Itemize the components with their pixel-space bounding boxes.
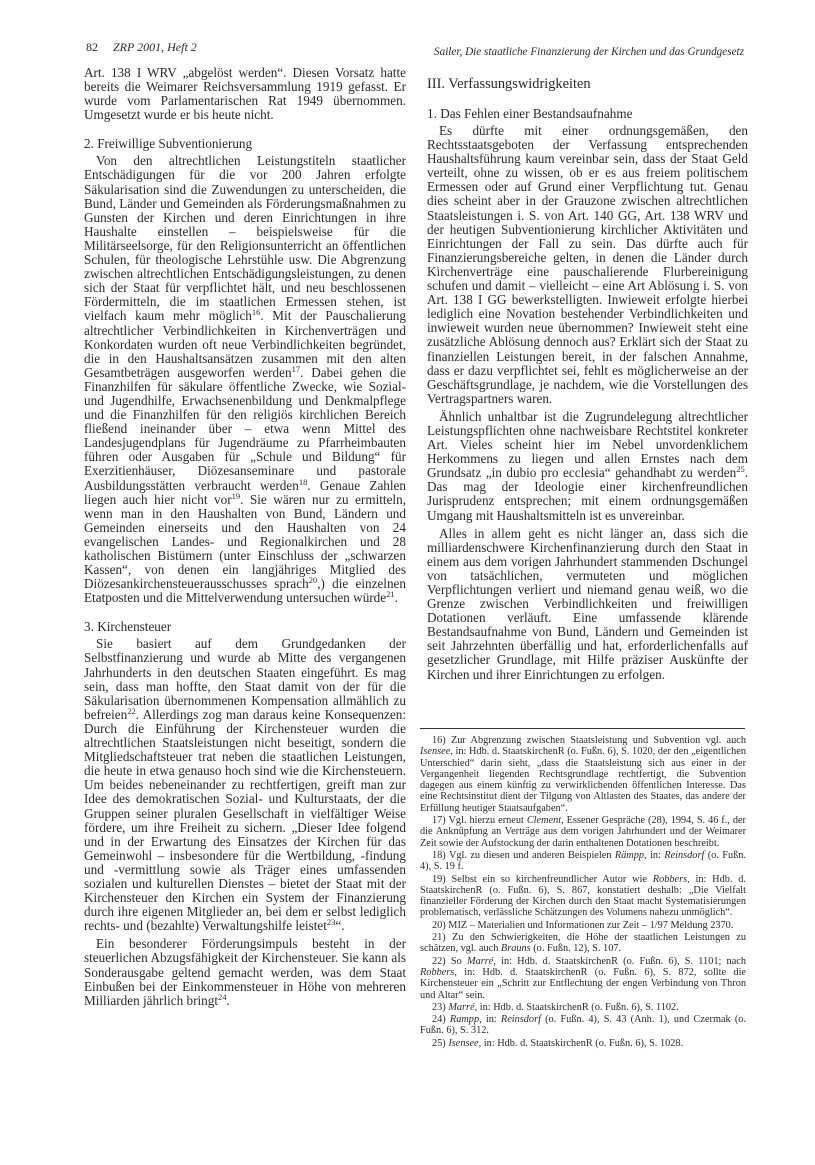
heading-verfassungswidrigkeiten: III. Verfassungswidrigkeiten: [427, 76, 591, 92]
footnote-22: 22) So Marré, in: Hdb. d. StaatskirchenR (o. Fußn. 6), S. 1101; nach Robbers, in: Hdb. d. StaatskirchenR (o. Fußn. 6), S. 872, sollte die Kirchensteuer ein „Schritt zur Entflechtung der engen Verbindung von Thron und Altar“ sein.: [420, 955, 746, 1001]
journal-citation: ZRP 2001, Heft 2: [113, 40, 197, 54]
right-column: [427, 66, 748, 682]
paragraph-bestandsaufnahme-3: Alles in allem geht es nicht länger an, dass sich die milliardenschwere Kirchenfinanzierung durch den Staat in einem aus dem vorigen Jahrhundert stammenden Dschungel von tatsächlichen, vermuteten und möglichen Verpflichtungen verliert und niemand genau weiß, wo die Grenze zwischen Verbindlichkeiten und freiwilligen Dotationen verläuft. Eine umfassende klärende Bestandsaufnahme von Bund, Ländern und Gemeinden ist seit Jahrzehnten überfällig und hat, erforderlichenfalls auf gesetzlicher Grundlage, mit Hilfe präziser Auskünfte der Kirchen und ihrer Einrichtungen zu erfolgen.: [427, 525, 748, 682]
footnote-ref-18[interactable]: 18: [298, 476, 308, 487]
footnote-25: 25) Isensee, in: Hdb. d. StaatskirchenR (o. Fußn. 6), S. 1028.: [432, 1037, 684, 1049]
footnote-ref-20[interactable]: 20: [308, 575, 318, 586]
footnote-ref-22[interactable]: 22: [127, 705, 136, 716]
paragraph-bestandsaufnahme-1: Es dürfte mit einer ordnungsgemäßen, den Rechtsstaatsgeboten der Verfassung entsprechenden Haushaltsführung kaum vereinbar sein, dass der Staat Geld verteilt, ohne zu wissen, ob er es aus freiem politischem Ermessen oder auf Grund einer Verpflichtung tut. Genau dies scheint aber in der Grauzone zwischen altrechtlichen Staatsleistungen i. S. von Art. 140 GG, Art. 138 WRV und der heutigen Subventionierung kirchlicher Aktivitäten und Einrichtungen der Fall zu sein. Das dürfte auch für Finanzierungsbereiche gelten, in denen die Länder durch Kirchenverträge eine pauschalierende Flurbereinigung schufen und damit – vielleicht – eine Art Ablösung i. S. von Art. 138 I GG bewerkstelligten. Inwieweit erfolgte hierbei lediglich eine Novation bestehender Verbindlichkeiten und inwieweit wurden neue übernommen? Inwieweit steht eine zusätzliche Ablösung dennoch aus? Erklärt sich der Staat zu finanziellen Leistungen bereit, in der falschen Annahme, dass er dazu verpflichtet sei, fehlt es möglicherweise an der Geschäftsgrundlage, je nachdem, wie die Vorstellungen des Vertragspartners waren.: [427, 123, 748, 406]
footnote-21: 21) Zu den Schwierigkeiten, die Höhe der staatlichen Leistungen zu schätzen, vgl. auch Brauns (o. Fußn. 12), S. 107.: [420, 932, 746, 955]
heading-freiwillige-subventionierung: 2. Freiwillige Subventionierung: [84, 136, 253, 152]
footnote-ref-24[interactable]: 24: [218, 991, 227, 1002]
paragraph-bestandsaufnahme-2: Ähnlich unhaltbar ist die Zugrundelegung altrechtlicher Leistungspflichten ohne nachweisbare Rechtstitel konkreter Art. Vieles scheint hier im Nebel unvordenklichem Herkommens zu liegen und allen Ernstes nach dem Grundsatz „in dubio pro ecclesia“ gehandhabt zu werden$^{25}$. Das mag der Ideologie einer kirchenfreundlichen Jurisprudenz entsprechen; mit einem ordnungsgemäßen Umgang mit Haushaltsmitteln ist es unvereinbar.: [427, 408, 748, 523]
intro-paragraph: Art. 138 I WRV „abgelöst werden“. Diesen Vorsatz hatte bereits die Weimarer Reichsversammlung 1919 gefasst. Er wurde vom Parlamentarischen Rat 1949 übernommen. Umgesetzt wurde er bis heute nicht.: [84, 65, 406, 123]
footnote-17: 17) Vgl. hierzu erneut Clement, Essener Gespräche (28), 1994, S. 46 f., der die Anknüpfung an Verträge aus dem vorigen Jahrhundert und der Weimarer Zeit sowie der Aufstockung der darin enthaltenen Dotationen beschreibt.: [420, 815, 746, 849]
footnote-23: 23) Marré, in: Hdb. d. StaatskirchenR (o. Fußn. 6), S. 1102.: [432, 1001, 679, 1013]
paragraph-kirchensteuer-2: Ein besonderer Förderungsimpuls besteht in der steuerlichen Abzugsfähigkeit der Kirchensteuer. Sie kann als Sonderausgabe geltend gemacht werden, was dem Staat Einbußen bei der Einkommensteuer in Höhe von mehreren Milliarden jährlich bringt$^{24}$.: [84, 936, 406, 1008]
running-title: Sailer, Die staatliche Finanzierung der Kirchen und das Grundgesetz: [434, 46, 745, 58]
footnote-20: 20) MIZ – Materialien und Informationen zur Zeit – 1/97 Meldung 2370.: [432, 919, 734, 931]
heading-fehlen-bestandsaufnahme: 1. Das Fehlen einer Bestandsaufnahme: [427, 106, 633, 121]
footnote-16: 16) Zur Abgrenzung zwischen Staatsleistung und Subvention vgl. auch Isensee, in: Hdb. d. StaatskirchenR (o. Fußn. 6), S. 1020, der den „eigentlichen Unterschied“ darin sieht, „dass die Staatsleistung sich aus einer in der Vergangenheit liegenden Rechtsgrundlage rechtfertigt, die Subvention dagegen aus einem künftig zu verwirklichenden öffentlichen Interesse. Das eine Rechtsinstitut dient der Tilgung von Altlasten des Staates, das andere der Erfüllung heutiger Staatsaufgaben“.: [420, 735, 746, 814]
footnote-19: 19) Selbst ein so kirchenfreundlicher Autor wie Robbers, in: Hdb. d. StaatskirchenR (o. Fußn. 6), S. 867, konstatiert deshalb: „Die Vielfalt finanzieller Förderung der Kirchen durch den Staat macht Systematisierungen problematisch, verlässliche Schätzungen des Volumens nahezu unmöglich“.: [420, 873, 746, 919]
left-column: [84, 66, 406, 1008]
heading-kirchensteuer: 3. Kirchensteuer: [84, 619, 172, 635]
footnote-ref-19[interactable]: 19: [231, 490, 241, 501]
footnote-separator: [420, 728, 745, 729]
footnote-18: 18) Vgl. zu diesen und anderen Beispielen Rämpp, in: Reinsdorf (o. Fußn. 4), S. 19 f.: [420, 849, 747, 873]
page-number: 82: [86, 40, 98, 54]
footnote-24: 24) Rampp, in: Reinsdorf (o. Fußn. 4), S. 43 (Anh. 1), und Czermak (o. Fußn. 6), S. 312.: [420, 1014, 747, 1037]
footnotes: [420, 735, 746, 1050]
footnote-ref-25[interactable]: 25: [736, 464, 745, 475]
footnote-ref-23[interactable]: 23: [326, 917, 336, 928]
footnote-ref-16[interactable]: 16: [251, 307, 261, 318]
footnote-ref-17[interactable]: 17: [291, 363, 301, 374]
paragraph-subventionierung: Von den altrechtlichen Leistungstiteln staatlicher Entschädigungen für die vor 200 Jahren erfolgte Säkularisation sind die Zuwendungen zu unterscheiden, die Bund, Länder und Gemeinden als Förderungsmaßnahmen zu Gunsten der Kirchen und deren Einrichtungen in ihre Haushalte einstellen – beispielsweise für die Militärseelsorge, für den Religionsunterricht an öffentlichen Schulen, für theologische Lehrstühle usw. Die Abgrenzung zwischen altrechtlichen Entschädigungsleistungen, zu denen sich der Staat für verpflichtet hält, und neu beschlossenen Fördermitteln, die im staatlichen Ermessen stehen, ist vielfach kaum mehr möglich$^{16}$. Mit der Pauschalierung altrechtlicher Verbindlichkeiten in Kirchenverträgen und Konkordaten wurden oft neue Verbindlichkeiten begründet, die in den Haushaltsansätzen zusammen mit den alten Gesamtbeträgen ausgeworfen werden$^{17}$. Dabei gehen die Finanzhilfen für säkulare öffentliche Zwecke, wie Sozial- und Jugendhilfe, Erwachsenenbildung und Denkmalpflege und die Finanzhilfen für den religiös kirchlichen Bereich fließend ineinander über – etwa wenn Mittel des Landesjugendplans für Jugendräume zu Pfarrheimbauten führen oder Ausgaben für „Schule und Bildung“ für Exerzitienhäuser, Diözesanseminare und pastorale Ausbildungsstätten verbraucht werden$^{18}$. Genaue Zahlen liegen auch hier nicht vor$^{19}$. Sie wären nur zu ermitteln, wenn man in den Haushalten von Bund, Ländern und Gemeinden einerseits und den Haushalten von 24 evangelischen Landes- und Regionalkirchen und 28 katholischen Bistümern (unter Einschluss der „schwarzen Kassen“, von denen ein langjähriges Mitglied des Diözesankirchensteuerausschusses sprach$^{20}$,) die einzelnen Etatposten und die Mittelverwendung untersuchen würde$^{21}$.: [84, 153, 407, 606]
footnote-ref-21[interactable]: 21: [386, 589, 395, 600]
page-header: [0, 40, 815, 60]
paragraph-kirchensteuer-1: Sie basiert auf dem Grundgedanken der Selbstfinanzierung und wurde ab Mitte des vergangenen Jahrhunderts in den deutschen Staaten eingeführt. Es mag sein, dass man hoffte, den Staat damit von der für die Säkularisation übernommenen Kompensation allmählich zu befreien$^{22}$. Allerdings zog man daraus keine Konsequenzen: Durch die Einführung der Kirchensteuer wurden die altrechtlichen Staatsleistungen nicht beseitigt, sondern die Mitgliedschaftsteuer trat neben die staatlichen Leistungen, die heute in etwa genauso hoch sind wie die Kirchensteuern. Um beides nebeneinander zu rechtfertigen, greift man zur Idee des demokratischen Sozial- und Kulturstaats, der die Gruppen seiner pluralen Gesellschaft in vielfältiger Weise fördere, um ihre Freiheit zu sichern. „Dieser Idee folgend und in der Erwartung des Einsatzes der Kirchen für das Gemeinwohl – insbesondere für die Wertbildung, -findung und -vermittlung sowie als Träger eines umfassenden sozialen und kulturellen Dienstes – bietet der Staat mit der Kirchensteuer den Kirchen ein System der Finanzierung durch ihre eigenen Mitglieder an, bei dem er selbst lediglich rechts- und (bezahlte) Verwaltungshilfe leistet$^{23}$“.: [84, 636, 406, 934]
